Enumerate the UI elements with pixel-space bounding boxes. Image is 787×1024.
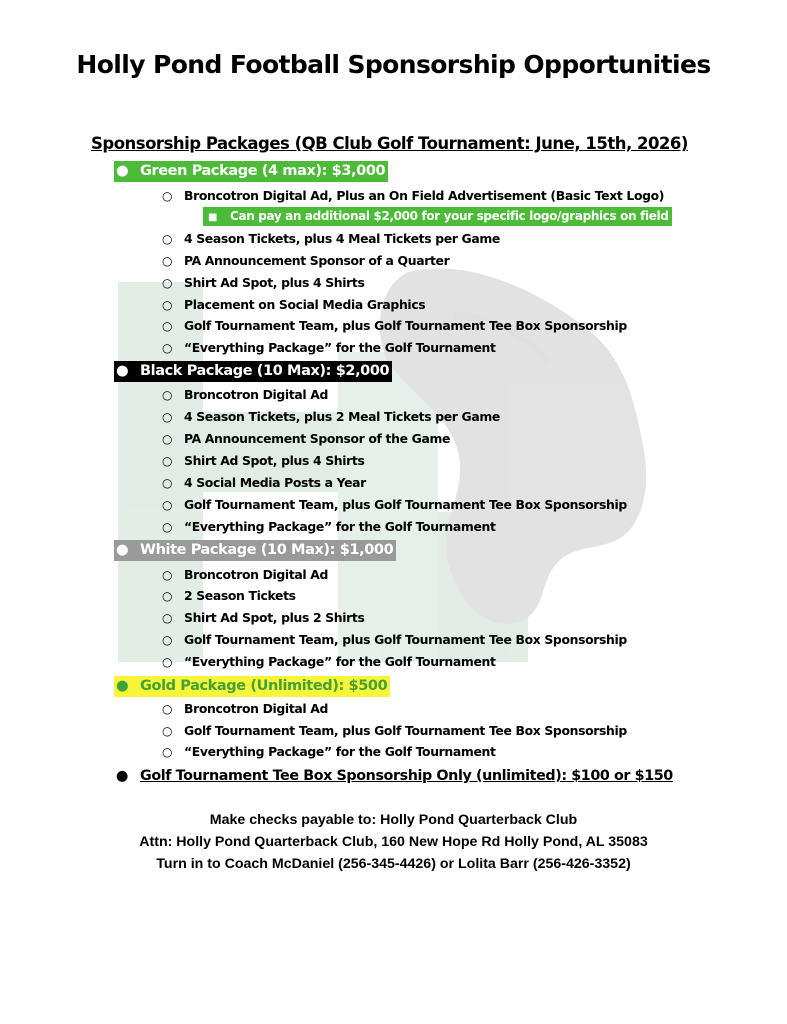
list-item: ○ Broncotron Digital Ad, Plus an On Field Advertisement (Basic Text Logo): [162, 186, 664, 206]
bullet-icon: ●: [116, 363, 129, 379]
square-bullet-icon: ■: [208, 212, 218, 223]
circle-bullet-icon: ○: [162, 745, 173, 759]
circle-bullet-icon: ○: [162, 633, 173, 647]
circle-bullet-icon: ○: [162, 232, 173, 246]
list-item: ○ “Everything Package” for the Golf Tournament: [162, 742, 496, 762]
package-label: Green Package (4 max): $3,000: [140, 163, 386, 179]
list-item: ○ “Everything Package” for the Golf Tournament: [162, 652, 496, 672]
list-item: ○ 4 Social Media Posts a Year: [162, 473, 366, 493]
bullet-icon: ●: [116, 163, 129, 179]
list-item: ○ 4 Season Tickets, plus 2 Meal Tickets per Game: [162, 407, 500, 427]
section-heading: Sponsorship Packages (QB Club Golf Tournament: June, 15th, 2026): [91, 134, 688, 153]
circle-bullet-icon: ○: [162, 589, 173, 603]
list-item: ○ PA Announcement Sponsor of the Game: [162, 429, 450, 449]
list-item: ○ Golf Tournament Team, plus Golf Tournament Tee Box Sponsorship: [162, 630, 627, 650]
list-item: ○ 4 Season Tickets, plus 4 Meal Tickets per Game: [162, 229, 500, 249]
circle-bullet-icon: ○: [162, 520, 173, 534]
footer-turn-in-contacts: Turn in to Coach McDaniel (256-345-4426) or Lolita Barr (256-426-3352): [156, 856, 631, 872]
circle-bullet-icon: ○: [162, 254, 173, 268]
footer-checks-payable: Make checks payable to: Holly Pond Quarterback Club: [209, 812, 578, 828]
bullet-icon: ●: [116, 678, 129, 694]
list-item: ○ Shirt Ad Spot, plus 4 Shirts: [162, 273, 365, 293]
circle-bullet-icon: ○: [162, 432, 173, 446]
circle-bullet-icon: ○: [162, 388, 173, 402]
bullet-icon: ●: [116, 768, 129, 784]
package-gold-heading: [114, 676, 390, 697]
circle-bullet-icon: ○: [162, 189, 173, 203]
page-title: Holly Pond Football Sponsorship Opportunities: [76, 50, 711, 79]
package-label: White Package (10 Max): $1,000: [140, 542, 394, 558]
circle-bullet-icon: ○: [162, 276, 173, 290]
list-item: ○ Golf Tournament Team, plus Golf Tournament Tee Box Sponsorship: [162, 495, 627, 515]
list-subitem-logo-upgrade: ■ Can pay an additional $2,000 for your specific logo/graphics on field: [203, 207, 672, 226]
list-item: ○ “Everything Package” for the Golf Tournament: [162, 517, 496, 537]
tee-box-only-label: Golf Tournament Tee Box Sponsorship Only (unlimited): $100 or $150: [140, 768, 673, 784]
footer-attn-address: Attn: Holly Pond Quarterback Club, 160 New Hope Rd Holly Pond, AL 35083: [139, 834, 648, 850]
circle-bullet-icon: ○: [162, 611, 173, 625]
circle-bullet-icon: ○: [162, 568, 173, 582]
list-item: ○ “Everything Package” for the Golf Tournament: [162, 338, 496, 358]
tee-box-only-heading: [114, 766, 673, 787]
list-item: ○ Broncotron Digital Ad: [162, 699, 328, 719]
circle-bullet-icon: ○: [162, 298, 173, 312]
list-item: ○ Shirt Ad Spot, plus 2 Shirts: [162, 608, 365, 628]
package-green-heading: [114, 161, 388, 182]
circle-bullet-icon: ○: [162, 498, 173, 512]
list-item: ○ Placement on Social Media Graphics: [162, 295, 425, 315]
package-white-heading: [114, 540, 396, 561]
circle-bullet-icon: ○: [162, 341, 173, 355]
list-item: ○ 2 Season Tickets: [162, 586, 296, 606]
package-label: Black Package (10 Max): $2,000: [140, 363, 390, 379]
circle-bullet-icon: ○: [162, 702, 173, 716]
list-item: ○ PA Announcement Sponsor of a Quarter: [162, 251, 449, 271]
circle-bullet-icon: ○: [162, 454, 173, 468]
list-item: ○ Broncotron Digital Ad: [162, 565, 328, 585]
circle-bullet-icon: ○: [162, 410, 173, 424]
circle-bullet-icon: ○: [162, 319, 173, 333]
list-item: ○ Broncotron Digital Ad: [162, 385, 328, 405]
circle-bullet-icon: ○: [162, 655, 173, 669]
circle-bullet-icon: ○: [162, 724, 173, 738]
list-item: ○ Shirt Ad Spot, plus 4 Shirts: [162, 451, 365, 471]
circle-bullet-icon: ○: [162, 476, 173, 490]
list-item: ○ Golf Tournament Team, plus Golf Tournament Tee Box Sponsorship: [162, 316, 627, 336]
bullet-icon: ●: [116, 542, 129, 558]
package-black-heading: [114, 361, 392, 382]
list-item: ○ Golf Tournament Team, plus Golf Tournament Tee Box Sponsorship: [162, 721, 627, 741]
package-label: Gold Package (Unlimited): $500: [140, 678, 388, 694]
